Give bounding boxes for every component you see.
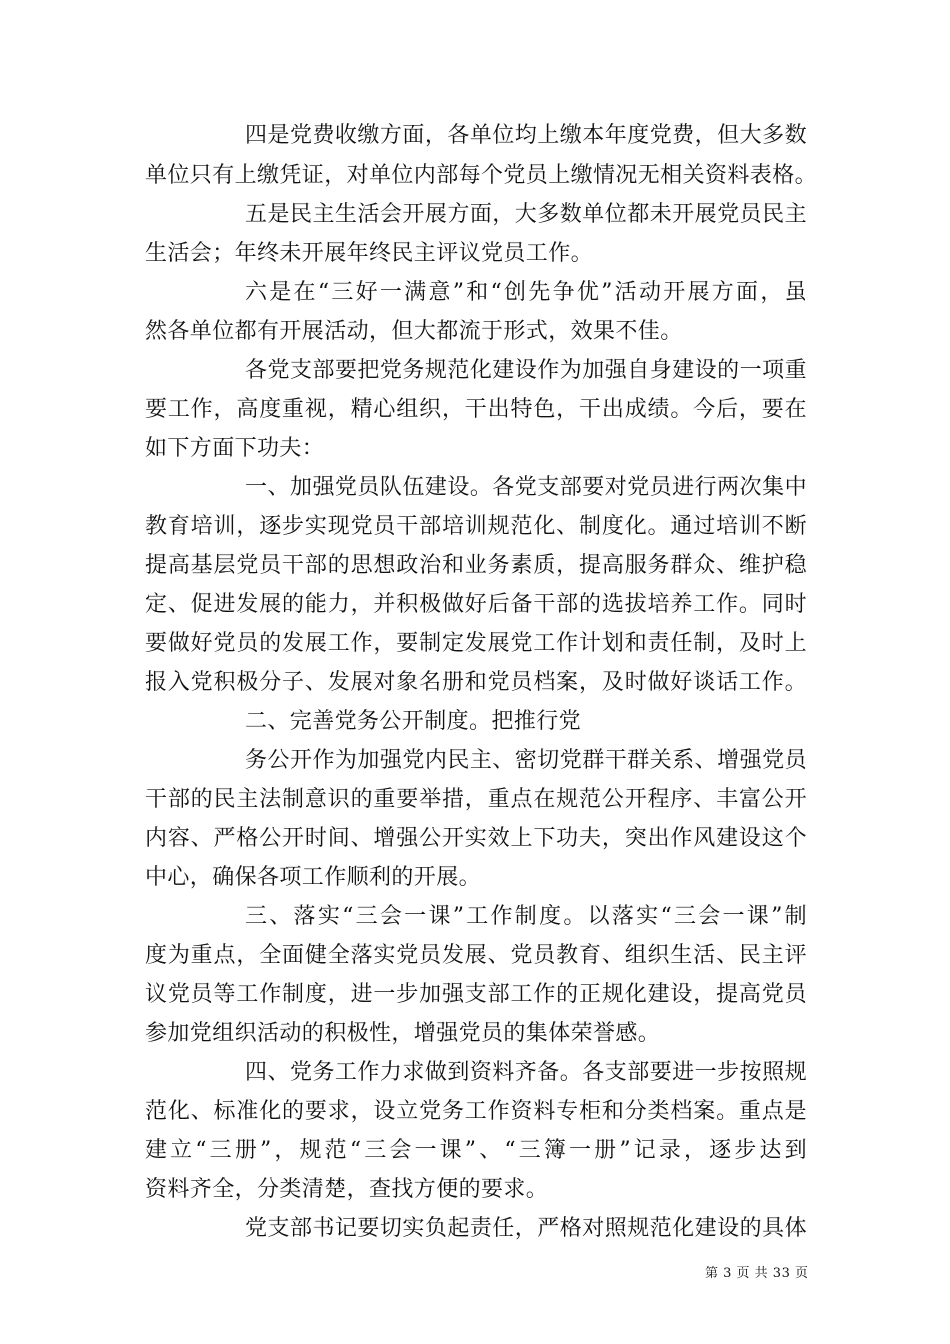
text-line: 要工作，高度重视，精心组织，干出特色，干出成绩。今后，要在 bbox=[145, 397, 807, 422]
text-line: 度为重点，全面健全落实党员发展、党员教育、组织生活、民主评 bbox=[145, 943, 807, 968]
text-line: 定、促进发展的能力，并积极做好后备干部的选拔培养工作。同时 bbox=[145, 592, 807, 617]
text-line: 一、加强党员队伍建设。各党支部要对党员进行两次集中 bbox=[245, 475, 807, 500]
text-line: 四是党费收缴方面，各单位均上缴本年度党费，但大多数 bbox=[245, 123, 807, 148]
text-line: 生活会；年终未开展年终民主评议党员工作。 bbox=[145, 241, 594, 266]
text-line: 报入党积极分子、发展对象名册和党员档案，及时做好谈话工作。 bbox=[145, 670, 807, 695]
page-number-footer: 第 3 页 共 33 页 bbox=[705, 1266, 809, 1281]
text-line: 提高基层党员干部的思想政治和业务素质，提高服务群众、维护稳 bbox=[145, 553, 807, 578]
text-line: 建立“三册”，规范“三会一课”、“三簿一册”记录，逐步达到 bbox=[145, 1138, 807, 1163]
text-line: 资料齐全，分类清楚，查找方便的要求。 bbox=[145, 1177, 549, 1202]
text-line: 单位只有上缴凭证，对单位内部每个党员上缴情况无相关资料表格。 bbox=[145, 163, 818, 188]
text-line: 各党支部要把党务规范化建设作为加强自身建设的一项重 bbox=[245, 358, 807, 383]
text-line: 四、党务工作力求做到资料齐备。各支部要进一步按照规 bbox=[245, 1060, 807, 1085]
text-line: 议党员等工作制度，进一步加强支部工作的正规化建设，提高党员 bbox=[145, 982, 807, 1007]
text-line: 要做好党员的发展工作，要制定发展党工作计划和责任制，及时上 bbox=[145, 631, 807, 656]
text-line: 党支部书记要切实负起责任，严格对照规范化建设的具体 bbox=[245, 1216, 807, 1241]
text-line: 参加党组织活动的积极性，增强党员的集体荣誉感。 bbox=[145, 1021, 661, 1046]
text-line: 五是民主生活会开展方面，大多数单位都未开展党员民主 bbox=[245, 202, 807, 227]
text-line: 中心，确保各项工作顺利的开展。 bbox=[145, 865, 482, 890]
text-line: 六是在“三好一满意”和“创先争优”活动开展方面，虽 bbox=[245, 280, 807, 305]
text-line: 内容、严格公开时间、增强公开实效上下功夫，突出作风建设这个 bbox=[145, 826, 807, 851]
text-line: 三、落实“三会一课”工作制度。以落实“三会一课”制 bbox=[245, 904, 807, 929]
text-line: 如下方面下功夫： bbox=[145, 436, 325, 461]
text-line: 二、完善党务公开制度。把推行党 bbox=[245, 709, 582, 734]
text-line: 然各单位都有开展活动，但大都流于形式，效果不佳。 bbox=[145, 319, 683, 344]
text-line: 教育培训，逐步实现党员干部培训规范化、制度化。通过培训不断 bbox=[145, 514, 807, 539]
text-line: 务公开作为加强党内民主、密切党群干群关系、增强党员 bbox=[245, 748, 807, 773]
text-line: 干部的民主法制意识的重要举措，重点在规范公开程序、丰富公开 bbox=[145, 787, 807, 812]
text-line: 范化、标准化的要求，设立党务工作资料专柜和分类档案。重点是 bbox=[145, 1099, 807, 1124]
